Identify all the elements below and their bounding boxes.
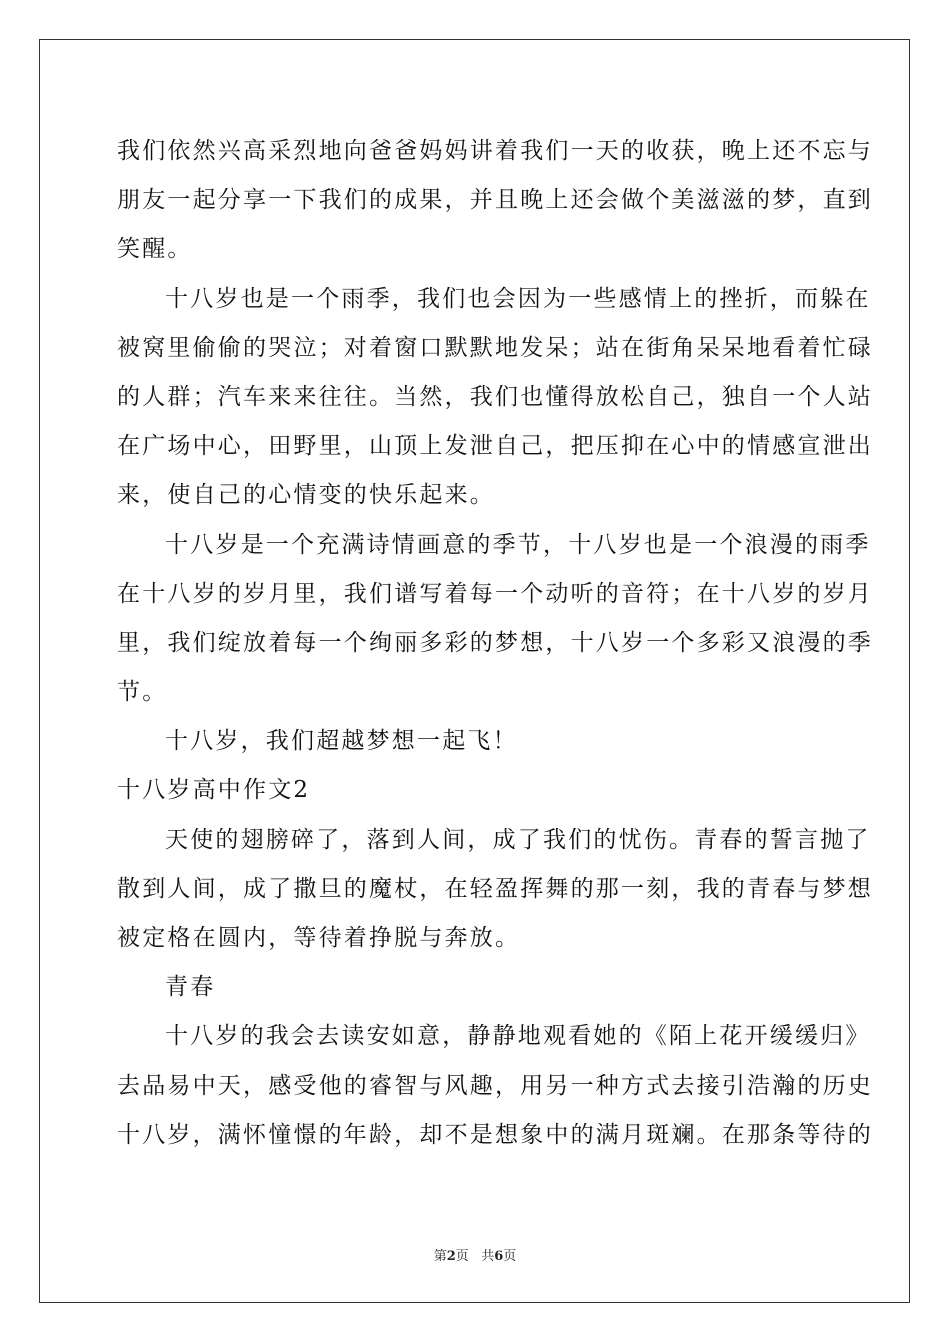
page-number: 2 [446,1249,456,1264]
text-line: 里，我们绽放着每一个绚丽多彩的梦想，十八岁一个多彩又浪漫的季 [117,629,873,656]
text-line: 被定格在圆内，等待着挣脱与奔放。 [117,925,521,951]
total-prefix: 共 [481,1249,495,1264]
total-suffix: 页 [503,1249,517,1264]
text-line: 节。 [117,679,168,706]
text-line: 十八岁，满怀憧憬的年龄，却不是想象中的满月斑斓。在那条等待的 [117,1121,873,1148]
document-body [117,127,873,1160]
text-line: 十八岁，我们超越梦想一起飞！ [165,728,518,755]
total-pages: 6 [494,1249,504,1264]
text-line: 天使的翅膀碎了，落到人间，成了我们的忧伤。青春的誓言抛了 [165,826,871,853]
text-line: 来，使自己的心情变的快乐起来。 [117,482,495,509]
text-line: 散到人间，成了撒旦的魔杖，在轻盈挥舞的那一刻，我的青春与梦想 [117,875,873,902]
text-line: 青春 [165,974,216,1001]
text-line: 在广场中心，田野里，山顶上发泄自己，把压抑在心中的情感宣泄出 [117,433,873,460]
text-line: 十八岁是一个充满诗情画意的季节，十八岁也是一个浪漫的雨季 [165,531,871,558]
page-suffix: 页 [455,1249,469,1264]
section-heading: 十八岁高中作文2 [117,777,311,804]
page-prefix: 第 [433,1249,447,1264]
page-footer [0,1245,950,1264]
text-line: 笑醒。 [117,236,193,263]
text-line: 被窝里偷偷的哭泣；对着窗口默默地发呆；站在街角呆呆地看着忙碌 [117,334,873,361]
text-line: 朋友一起分享一下我们的成果，并且晚上还会做个美滋滋的梦，直到 [117,187,873,214]
text-line: 十八岁的我会去读安如意，静静地观看她的《陌上花开缓缓归》 [165,1023,871,1050]
text-line: 十八岁也是一个雨季，我们也会因为一些感情上的挫折，而躲在 [165,285,871,312]
text-line: 的人群；汽车来来往往。当然，我们也懂得放松自己，独自一个人站 [117,383,873,410]
text-line: 去品易中天，感受他的睿智与风趣，用另一种方式去接引浩瀚的历史 [117,1072,873,1099]
text-line: 在十八岁的岁月里，我们谱写着每一个动听的音符；在十八岁的岁月 [117,580,873,607]
text-line: 我们依然兴高采烈地向爸爸妈妈讲着我们一天的收获，晚上还不忘与 [117,138,873,164]
